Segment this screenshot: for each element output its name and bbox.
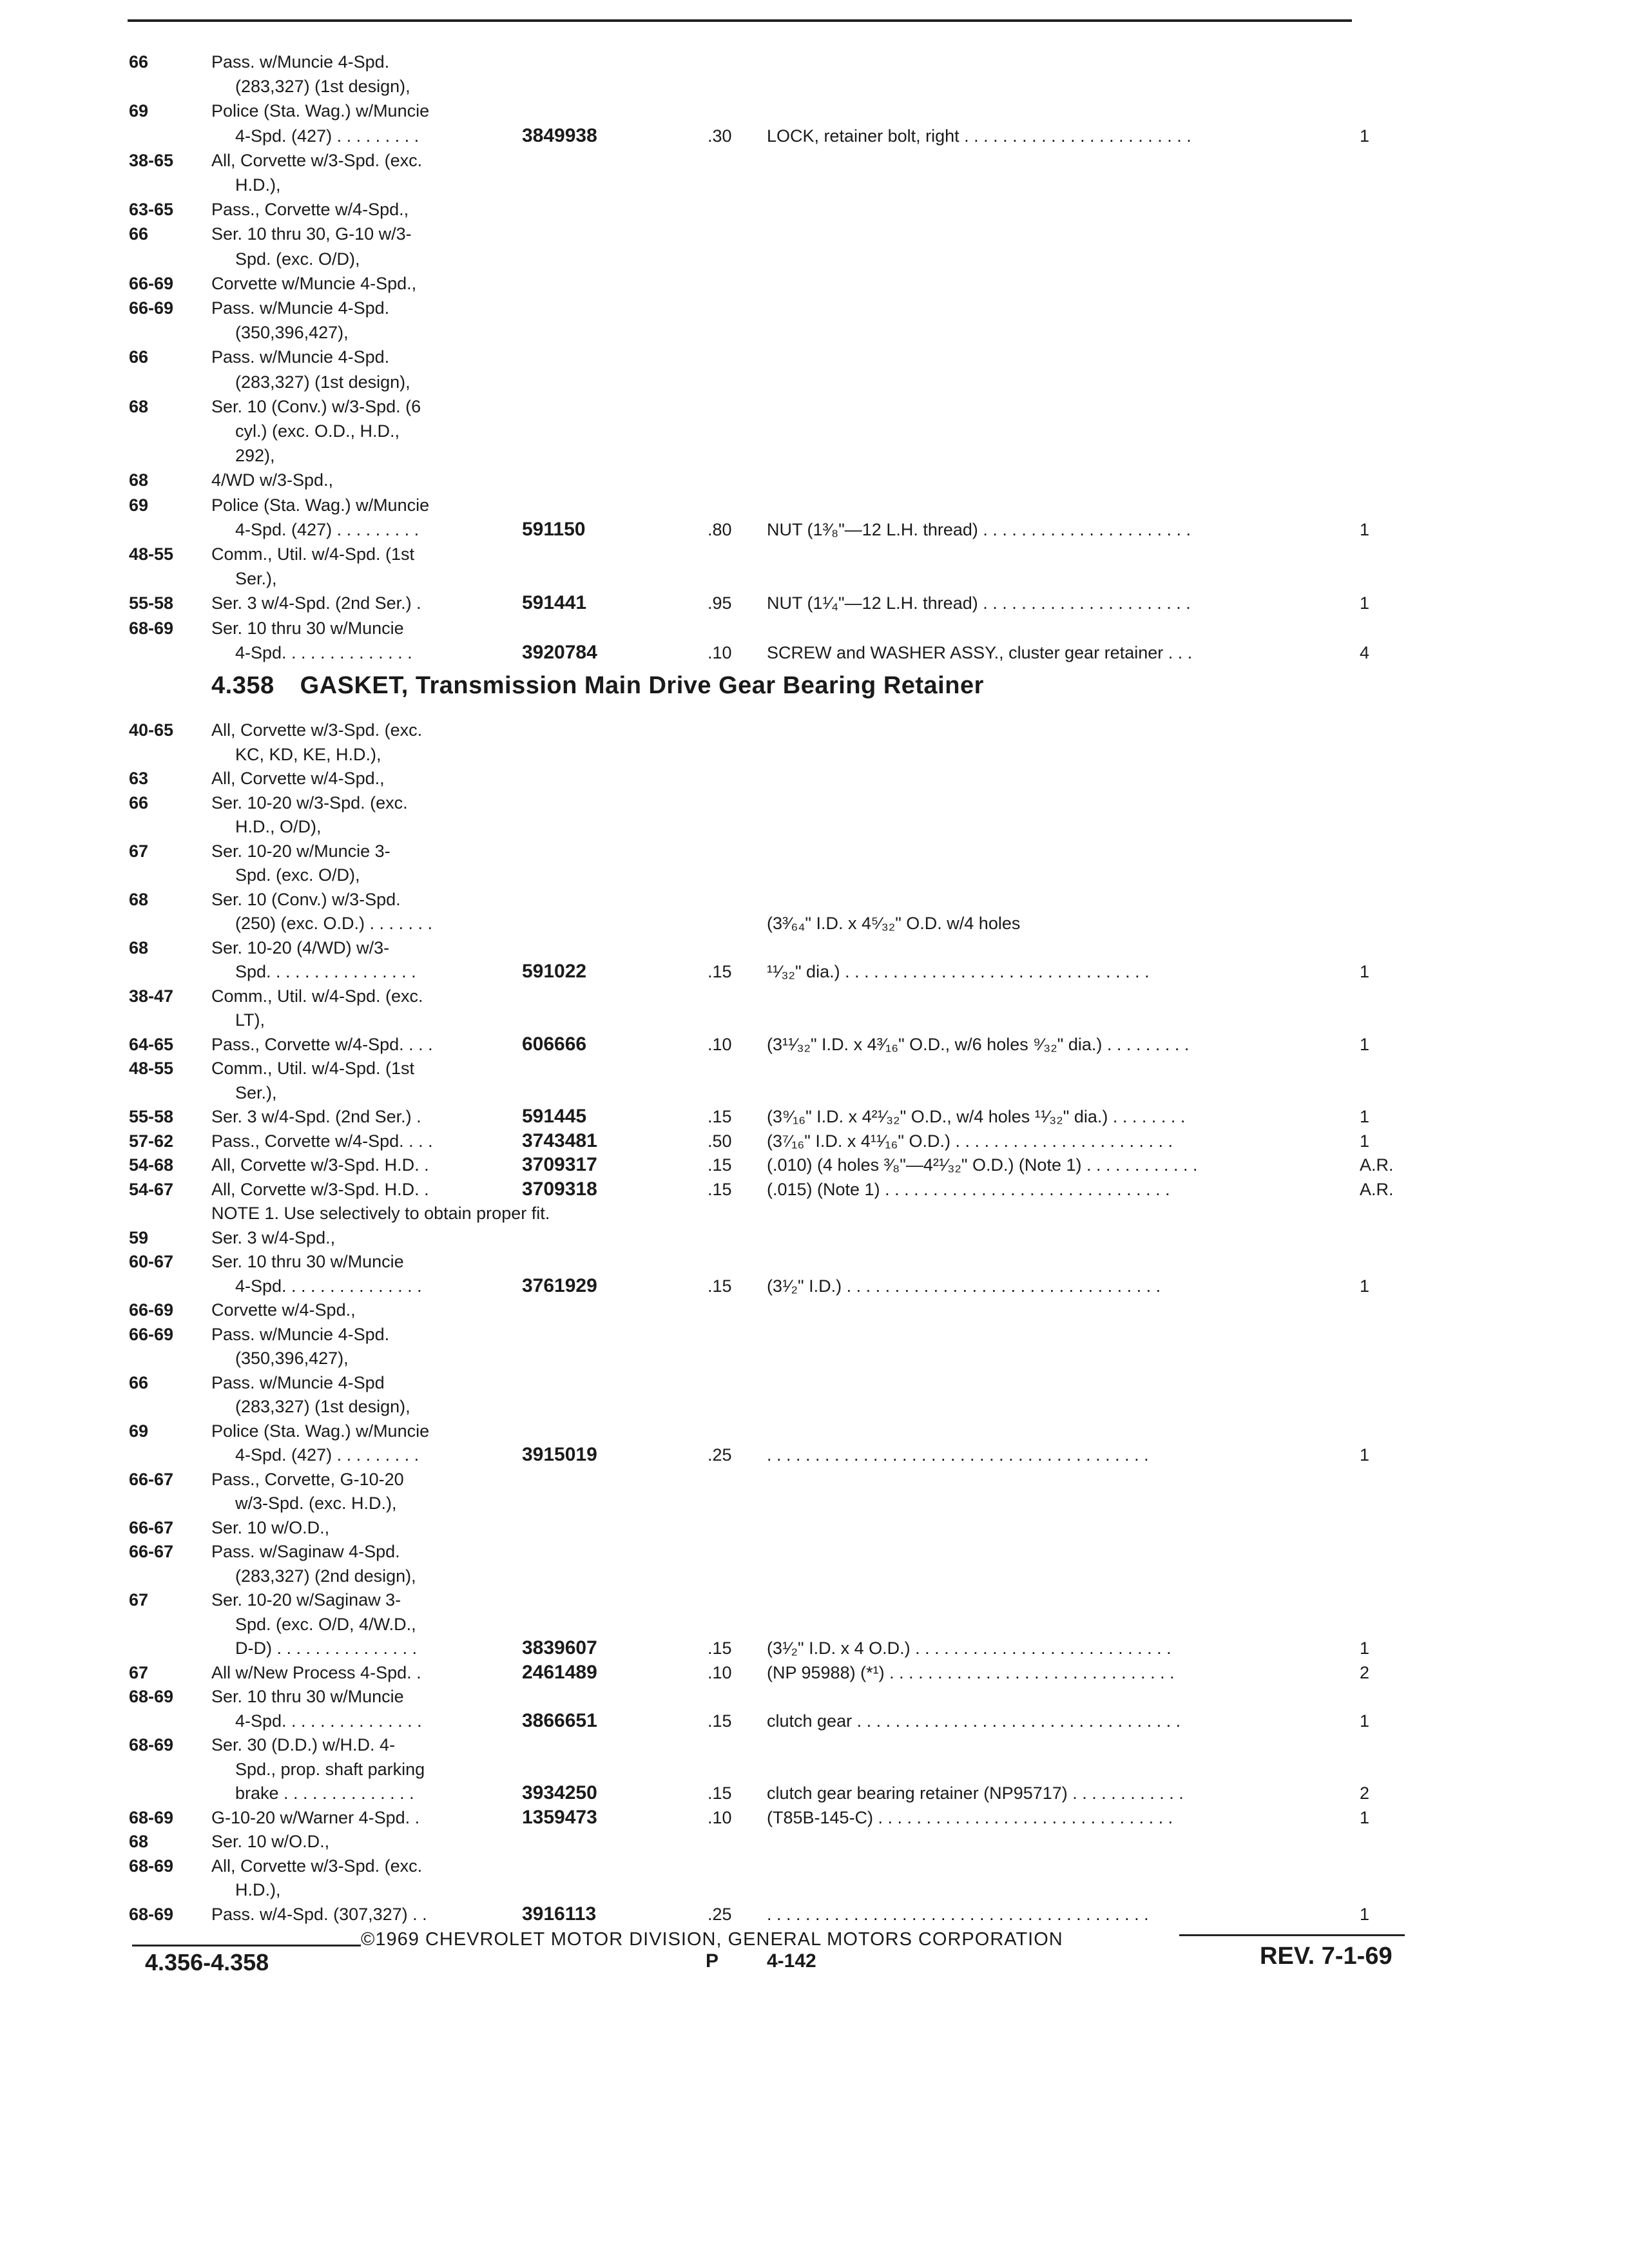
row-description: 4-Spd. (427) . . . . . . . . .: [235, 519, 419, 539]
row-year: 68-69: [129, 1735, 174, 1754]
row-description: Pass. w/Muncie 4-Spd.: [211, 347, 390, 367]
part-row: [0, 321, 1629, 347]
part-row: [0, 124, 1629, 150]
part-row: [0, 1516, 1629, 1542]
part-row: [0, 743, 1629, 769]
row-description: All, Corvette w/4-Spd.,: [211, 769, 385, 788]
row-description: 4-Spd. . . . . . . . . . . . . . .: [235, 1276, 422, 1296]
row-description: Ser. 30 (D.D.) w/H.D. 4-: [211, 1735, 396, 1754]
row-part-name: (3³⁄₆₄" I.D. x 4⁵⁄₃₂" O.D. w/4 holes: [767, 914, 1021, 933]
row-description: H.D.),: [235, 175, 281, 195]
row-description: Ser. 10 thru 30 w/Muncie: [211, 618, 404, 638]
part-row: [0, 468, 1629, 494]
part-row: [0, 1419, 1629, 1445]
row-year: 67: [129, 841, 149, 861]
part-row: [0, 1105, 1629, 1131]
row-year: 68: [129, 396, 149, 416]
part-row: [0, 419, 1629, 445]
row-description: Pass., Corvette w/4-Spd. . . .: [211, 1034, 433, 1054]
row-year: 67: [129, 1662, 149, 1682]
part-row: [0, 370, 1629, 396]
row-quantity: 1: [1360, 1107, 1370, 1126]
row-year: 68-69: [129, 1687, 174, 1706]
row-part-name: (3¹¹⁄₃₂" I.D. x 4³⁄₁₆" O.D., w/6 holes ⁹⁄₃₂" dia.) . . . . . . . . .: [767, 1034, 1190, 1054]
row-description: 4-Spd. (427) . . . . . . . . .: [235, 126, 419, 146]
row-year: 54-67: [129, 1179, 174, 1199]
row-quantity: A.R.: [1360, 1179, 1394, 1199]
row-year: 48-55: [129, 544, 174, 564]
row-year: 54-68: [129, 1155, 174, 1175]
part-row: [0, 591, 1629, 617]
row-description: (283,327) (1st design),: [235, 372, 410, 392]
row-description: Pass. w/Muncie 4-Spd.: [211, 298, 390, 318]
part-row: [0, 395, 1629, 421]
row-description: Ser. 10-20 (4/WD) w/3-: [211, 937, 390, 957]
row-part-name: (T85B-145-C) . . . . . . . . . . . . . . . . . . . . . . . . . . . . . . .: [767, 1807, 1173, 1827]
part-row: [0, 1129, 1629, 1155]
row-description: 292),: [235, 446, 275, 466]
row-year: 68-69: [129, 1856, 174, 1876]
row-price: .15: [708, 1783, 732, 1803]
row-year: 64-65: [129, 1034, 174, 1054]
row-description: Ser. 10 thru 30, G-10 w/3-: [211, 224, 412, 244]
row-description: All, Corvette w/3-Spd. (exc.: [211, 1856, 423, 1876]
row-year: 66-69: [129, 1324, 174, 1344]
row-year: 66: [129, 793, 149, 812]
row-description: Ser. 10-20 w/Muncie 3-: [211, 841, 390, 861]
part-row: [0, 518, 1629, 544]
row-price: .95: [708, 593, 732, 613]
row-quantity: 2: [1360, 1783, 1370, 1803]
row-year: 59: [129, 1227, 149, 1247]
row-description: (350,396,427),: [235, 323, 349, 343]
row-part-name: (.015) (Note 1) . . . . . . . . . . . . . . . . . . . . . . . . . . . . . .: [767, 1179, 1170, 1199]
row-description: All, Corvette w/3-Spd. H.D. .: [211, 1155, 429, 1175]
part-row: [0, 1637, 1629, 1662]
row-price: .10: [708, 1807, 732, 1827]
part-row: [0, 1468, 1629, 1494]
row-description: All, Corvette w/3-Spd. (exc.: [211, 150, 423, 170]
row-year: 38-65: [129, 150, 174, 170]
row-part-name: (3⁹⁄₁₆" I.D. x 4²¹⁄₃₂" O.D., w/4 holes ¹¹⁄₃₂" dia.) . . . . . . . .: [767, 1107, 1186, 1126]
row-part-number: 3916113: [522, 1903, 597, 1925]
row-quantity: A.R.: [1360, 1155, 1394, 1175]
row-part-number: 3761929: [522, 1274, 597, 1296]
part-row: [0, 641, 1629, 667]
part-row: [0, 247, 1629, 273]
row-year: 66-67: [129, 1469, 174, 1489]
row-year: 60-67: [129, 1252, 174, 1271]
row-description: Comm., Util. w/4-Spd. (1st: [211, 1059, 415, 1078]
part-row: [0, 1033, 1629, 1059]
part-row: [0, 936, 1629, 962]
row-part-number: 3920784: [522, 641, 597, 663]
row-description: 4-Spd. . . . . . . . . . . . . .: [235, 642, 412, 662]
part-row: [0, 840, 1629, 865]
row-year: 57-62: [129, 1131, 174, 1151]
row-year: 66: [129, 52, 149, 72]
row-part-name: LOCK, retainer bolt, right . . . . . . . . . . . . . . . . . . . . . . . .: [767, 126, 1191, 146]
part-row: [0, 1371, 1629, 1397]
part-row: [0, 75, 1629, 101]
row-quantity: 1: [1360, 593, 1370, 613]
row-year: 68: [129, 889, 149, 909]
part-row: [0, 912, 1629, 937]
row-description: Pass. w/Muncie 4-Spd.: [211, 1324, 390, 1344]
row-price: .15: [708, 1276, 732, 1296]
part-row: [0, 198, 1629, 224]
row-part-name: (NP 95988) (*¹) . . . . . . . . . . . . . . . . . . . . . . . . . . . . . .: [767, 1662, 1175, 1682]
page-number: 4-142: [767, 1950, 816, 1972]
part-row: [0, 567, 1629, 593]
part-row: [0, 863, 1629, 889]
row-description: Spd. (exc. O/D),: [235, 865, 360, 885]
row-description: Ser. 10 thru 30 w/Muncie: [211, 1687, 404, 1706]
part-row: [0, 1323, 1629, 1349]
part-row: [0, 1226, 1629, 1252]
row-part-number: 3709318: [522, 1178, 597, 1200]
row-description: Comm., Util. w/4-Spd. (exc.: [211, 986, 423, 1006]
row-year: 66-69: [129, 273, 174, 293]
part-row: [0, 345, 1629, 371]
row-part-name: (3⁷⁄₁₆" I.D. x 4¹¹⁄₁₆" O.D.) . . . . . . . . . . . . . . . . . . . . . . .: [767, 1131, 1173, 1151]
row-year: 69: [129, 1421, 149, 1441]
row-description: (283,327) (1st design),: [235, 1397, 410, 1416]
row-description: (350,396,427),: [235, 1349, 349, 1368]
part-row: [0, 1492, 1629, 1517]
row-part-number: 2461489: [522, 1661, 597, 1683]
section-number: 4.358: [211, 672, 275, 699]
row-year: 66: [129, 347, 149, 367]
row-description: Spd. (exc. O/D),: [235, 249, 360, 269]
row-price: .10: [708, 1662, 732, 1682]
part-row: [0, 543, 1629, 568]
part-row: [0, 1153, 1629, 1179]
row-description: Corvette w/Muncie 4-Spd.,: [211, 273, 417, 293]
row-description: Pass. w/Saginaw 4-Spd.: [211, 1542, 400, 1561]
part-row: [0, 1298, 1629, 1324]
row-description: Ser. 10-20 w/Saginaw 3-: [211, 1590, 401, 1610]
part-row: [0, 1081, 1629, 1107]
row-description: Ser. 10 (Conv.) w/3-Spd.: [211, 889, 401, 909]
footer-rule-left: [132, 1945, 361, 1946]
row-year: 63-65: [129, 200, 174, 220]
row-part-number: 3743481: [522, 1129, 597, 1151]
row-part-number: 591150: [522, 518, 586, 540]
row-part-number: 3849938: [522, 124, 597, 146]
part-row: [0, 888, 1629, 914]
row-year: 66-69: [129, 298, 174, 318]
row-price: .10: [708, 1034, 732, 1054]
row-description: Ser. 10-20 w/3-Spd. (exc.: [211, 793, 408, 812]
section-title: GASKET, Transmission Main Drive Gear Bearing Retainer: [300, 672, 984, 699]
row-part-number: 3934250: [522, 1782, 597, 1803]
row-price: .15: [708, 1107, 732, 1126]
row-year: 69: [129, 101, 149, 121]
part-row: [0, 222, 1629, 248]
row-part-number: 591022: [522, 961, 587, 982]
row-description: 4-Spd. (427) . . . . . . . . .: [235, 1445, 419, 1465]
row-price: .15: [708, 1155, 732, 1175]
row-description: Ser. 10 thru 30 w/Muncie: [211, 1252, 404, 1271]
row-year: 63: [129, 769, 149, 788]
part-row: [0, 791, 1629, 817]
row-description: Ser. 3 w/4-Spd. (2nd Ser.) .: [211, 1107, 421, 1126]
row-description: H.D.),: [235, 1880, 281, 1899]
section-range: 4.356-4.358: [145, 1949, 269, 1975]
row-quantity: 2: [1360, 1662, 1370, 1682]
row-year: 55-58: [129, 593, 174, 613]
row-description: Pass. w/Muncie 4-Spd: [211, 1372, 385, 1392]
row-part-name: clutch gear bearing retainer (NP95717) . . . . . . . . . . . .: [767, 1783, 1184, 1803]
row-price: .50: [708, 1131, 732, 1151]
row-part-number: 1359473: [522, 1806, 597, 1828]
row-description: Police (Sta. Wag.) w/Muncie: [211, 101, 430, 121]
part-row: [0, 1854, 1629, 1880]
row-description: Ser. 3 w/4-Spd. (2nd Ser.) .: [211, 593, 421, 613]
part-row: [0, 1613, 1629, 1639]
part-row: [0, 767, 1629, 793]
row-description: Pass., Corvette, G-10-20: [211, 1469, 404, 1489]
part-row: [0, 444, 1629, 470]
part-row: [0, 617, 1629, 642]
row-year: 68-69: [129, 618, 174, 638]
row-description: Ser. 10 (Conv.) w/3-Spd. (6: [211, 396, 421, 416]
row-price: .30: [708, 126, 732, 146]
row-description: (283,327) (1st design),: [235, 77, 410, 97]
part-row: [0, 985, 1629, 1010]
row-description: All, Corvette w/3-Spd. H.D. .: [211, 1179, 429, 1199]
row-year: 66: [129, 1372, 149, 1392]
row-description: Pass. w/4-Spd. (307,327) . .: [211, 1904, 427, 1924]
part-row: [0, 149, 1629, 175]
part-row: [0, 1564, 1629, 1590]
part-row: [0, 1830, 1629, 1856]
row-description: Ser. 10 w/O.D.,: [211, 1832, 330, 1851]
row-part-number: 3866651: [522, 1709, 597, 1731]
row-description: KC, KD, KE, H.D.),: [235, 744, 381, 764]
row-description: Pass., Corvette w/4-Spd.,: [211, 200, 409, 220]
row-part-number: 606666: [522, 1033, 587, 1055]
row-description: Ser.),: [235, 1082, 277, 1102]
part-row: [0, 1588, 1629, 1614]
row-part-name: (3¹⁄₂" I.D.) . . . . . . . . . . . . . . . . . . . . . . . . . . . . . . . . .: [767, 1276, 1161, 1296]
row-description: Spd. (exc. O/D, 4/W.D.,: [235, 1614, 416, 1634]
part-row: [0, 1008, 1629, 1034]
row-quantity: 1: [1360, 1711, 1370, 1731]
part-row: [0, 1443, 1629, 1469]
part-row: [0, 1057, 1629, 1082]
row-price: .10: [708, 642, 732, 662]
row-description: w/3-Spd. (exc. H.D.),: [235, 1494, 397, 1513]
part-row: [0, 1709, 1629, 1735]
part-row: [0, 1178, 1629, 1204]
row-quantity: 1: [1360, 1807, 1370, 1827]
part-row: [0, 718, 1629, 744]
row-quantity: 1: [1360, 1904, 1370, 1924]
copyright-line: ©1969 CHEVROLET MOTOR DIVISION, GENERAL MOTORS CORPORATION: [361, 1929, 1063, 1950]
row-year: 48-55: [129, 1059, 174, 1078]
row-price: .80: [708, 519, 732, 539]
row-description: cyl.) (exc. O.D., H.D.,: [235, 421, 400, 441]
row-quantity: 1: [1360, 126, 1370, 146]
row-year: 68-69: [129, 1807, 174, 1827]
row-part-name: NUT (1¹⁄₄"—12 L.H. thread) . . . . . . . . . . . . . . . . . . . . . .: [767, 593, 1191, 613]
row-part-name: SCREW and WASHER ASSY., cluster gear retainer . . .: [767, 642, 1193, 662]
row-description: Pass. w/Muncie 4-Spd.: [211, 52, 390, 72]
row-description: Ser.),: [235, 569, 277, 589]
row-description: brake . . . . . . . . . . . . . .: [235, 1783, 414, 1803]
row-description: Spd. . . . . . . . . . . . . . . .: [235, 962, 416, 981]
row-quantity: 4: [1360, 642, 1370, 662]
part-row: [0, 1878, 1629, 1904]
part-row: [0, 1202, 1629, 1227]
section-heading: [211, 672, 984, 700]
part-row: [0, 272, 1629, 298]
row-year: 68: [129, 937, 149, 957]
part-row: [0, 1661, 1629, 1687]
part-row: [0, 1347, 1629, 1372]
part-row: [0, 1903, 1629, 1928]
top-rule: [128, 19, 1352, 22]
part-row: [0, 1758, 1629, 1783]
row-part-name: . . . . . . . . . . . . . . . . . . . . . . . . . . . . . . . . . . . . . . . .: [767, 1904, 1149, 1924]
row-price: .15: [708, 962, 732, 981]
row-part-number: 3915019: [522, 1444, 597, 1465]
row-description: Ser. 3 w/4-Spd.,: [211, 1227, 336, 1247]
row-quantity: 1: [1360, 1034, 1370, 1054]
row-description: (283,327) (2nd design),: [235, 1566, 416, 1586]
row-description: All w/New Process 4-Spd. .: [211, 1662, 421, 1682]
row-year: 68: [129, 1832, 149, 1851]
row-quantity: 1: [1360, 1131, 1370, 1151]
part-row: [0, 1540, 1629, 1566]
row-price: .15: [708, 1711, 732, 1731]
row-part-name: (3¹⁄₂" I.D. x 4 O.D.) . . . . . . . . . . . . . . . . . . . . . . . . . . .: [767, 1639, 1171, 1658]
row-description: G-10-20 w/Warner 4-Spd. .: [211, 1807, 420, 1827]
part-row: [0, 1274, 1629, 1300]
row-year: 55-58: [129, 1107, 174, 1126]
row-year: 67: [129, 1590, 149, 1610]
row-price: .25: [708, 1445, 732, 1465]
part-row: [0, 99, 1629, 125]
row-description: (250) (exc. O.D.) . . . . . . .: [235, 914, 433, 933]
page-prefix: P: [706, 1950, 719, 1972]
row-quantity: 1: [1360, 962, 1370, 981]
row-year: 38-47: [129, 986, 174, 1006]
part-row: [0, 1685, 1629, 1711]
part-row: [0, 1395, 1629, 1421]
row-year: 69: [129, 495, 149, 515]
footer-rule-right: [1179, 1934, 1405, 1936]
row-part-number: 591445: [522, 1106, 587, 1127]
row-description: All, Corvette w/3-Spd. (exc.: [211, 720, 423, 740]
row-description: NOTE 1. Use selectively to obtain proper fit.: [211, 1204, 550, 1223]
row-quantity: 1: [1360, 1276, 1370, 1296]
row-quantity: 1: [1360, 519, 1370, 539]
part-row: [0, 1733, 1629, 1759]
row-description: Comm., Util. w/4-Spd. (1st: [211, 544, 415, 564]
row-quantity: 1: [1360, 1639, 1370, 1658]
row-description: LT),: [235, 1010, 265, 1030]
row-quantity: 1: [1360, 1445, 1370, 1465]
row-part-name: (.010) (4 holes ³⁄₈"—4²¹⁄₃₂" O.D.) (Note 1) . . . . . . . . . . . .: [767, 1155, 1198, 1175]
row-year: 66-67: [129, 1517, 174, 1537]
row-description: Spd., prop. shaft parking: [235, 1759, 425, 1779]
part-row: [0, 1806, 1629, 1832]
row-description: H.D., O/D),: [235, 817, 322, 836]
row-part-name: ¹¹⁄₃₂" dia.) . . . . . . . . . . . . . . . . . . . . . . . . . . . . . . . .: [767, 962, 1150, 981]
row-description: Ser. 10 w/O.D.,: [211, 1517, 330, 1537]
part-row: [0, 960, 1629, 986]
row-price: .15: [708, 1179, 732, 1199]
row-description: Corvette w/4-Spd.,: [211, 1300, 356, 1320]
row-description: D-D) . . . . . . . . . . . . . . .: [235, 1639, 418, 1658]
row-price: .25: [708, 1904, 732, 1924]
revision-date: REV. 7-1-69: [1260, 1943, 1393, 1970]
row-year: 68-69: [129, 1904, 174, 1924]
row-part-name: clutch gear . . . . . . . . . . . . . . . . . . . . . . . . . . . . . . . . . .: [767, 1711, 1181, 1731]
row-year: 66-67: [129, 1542, 174, 1561]
row-price: .15: [708, 1639, 732, 1658]
row-description: 4-Spd. . . . . . . . . . . . . . .: [235, 1711, 422, 1731]
part-row: [0, 815, 1629, 841]
row-year: 40-65: [129, 720, 174, 740]
row-part-name: . . . . . . . . . . . . . . . . . . . . . . . . . . . . . . . . . . . . . . . .: [767, 1445, 1149, 1465]
row-year: 66: [129, 224, 149, 244]
row-description: Pass., Corvette w/4-Spd. . . .: [211, 1131, 433, 1151]
part-row: [0, 1250, 1629, 1276]
row-description: Police (Sta. Wag.) w/Muncie: [211, 495, 430, 515]
part-row: [0, 50, 1629, 76]
row-part-number: 3709317: [522, 1154, 597, 1175]
row-description: 4/WD w/3-Spd.,: [211, 470, 334, 490]
part-row: [0, 1782, 1629, 1807]
part-row: [0, 494, 1629, 519]
row-description: Police (Sta. Wag.) w/Muncie: [211, 1421, 430, 1441]
row-part-number: 591441: [522, 592, 587, 614]
row-part-number: 3839607: [522, 1637, 597, 1658]
part-row: [0, 173, 1629, 199]
part-row: [0, 296, 1629, 322]
row-part-name: NUT (1³⁄₈"—12 L.H. thread) . . . . . . . . . . . . . . . . . . . . . .: [767, 519, 1191, 539]
row-year: 66-69: [129, 1300, 174, 1320]
row-year: 68: [129, 470, 149, 490]
